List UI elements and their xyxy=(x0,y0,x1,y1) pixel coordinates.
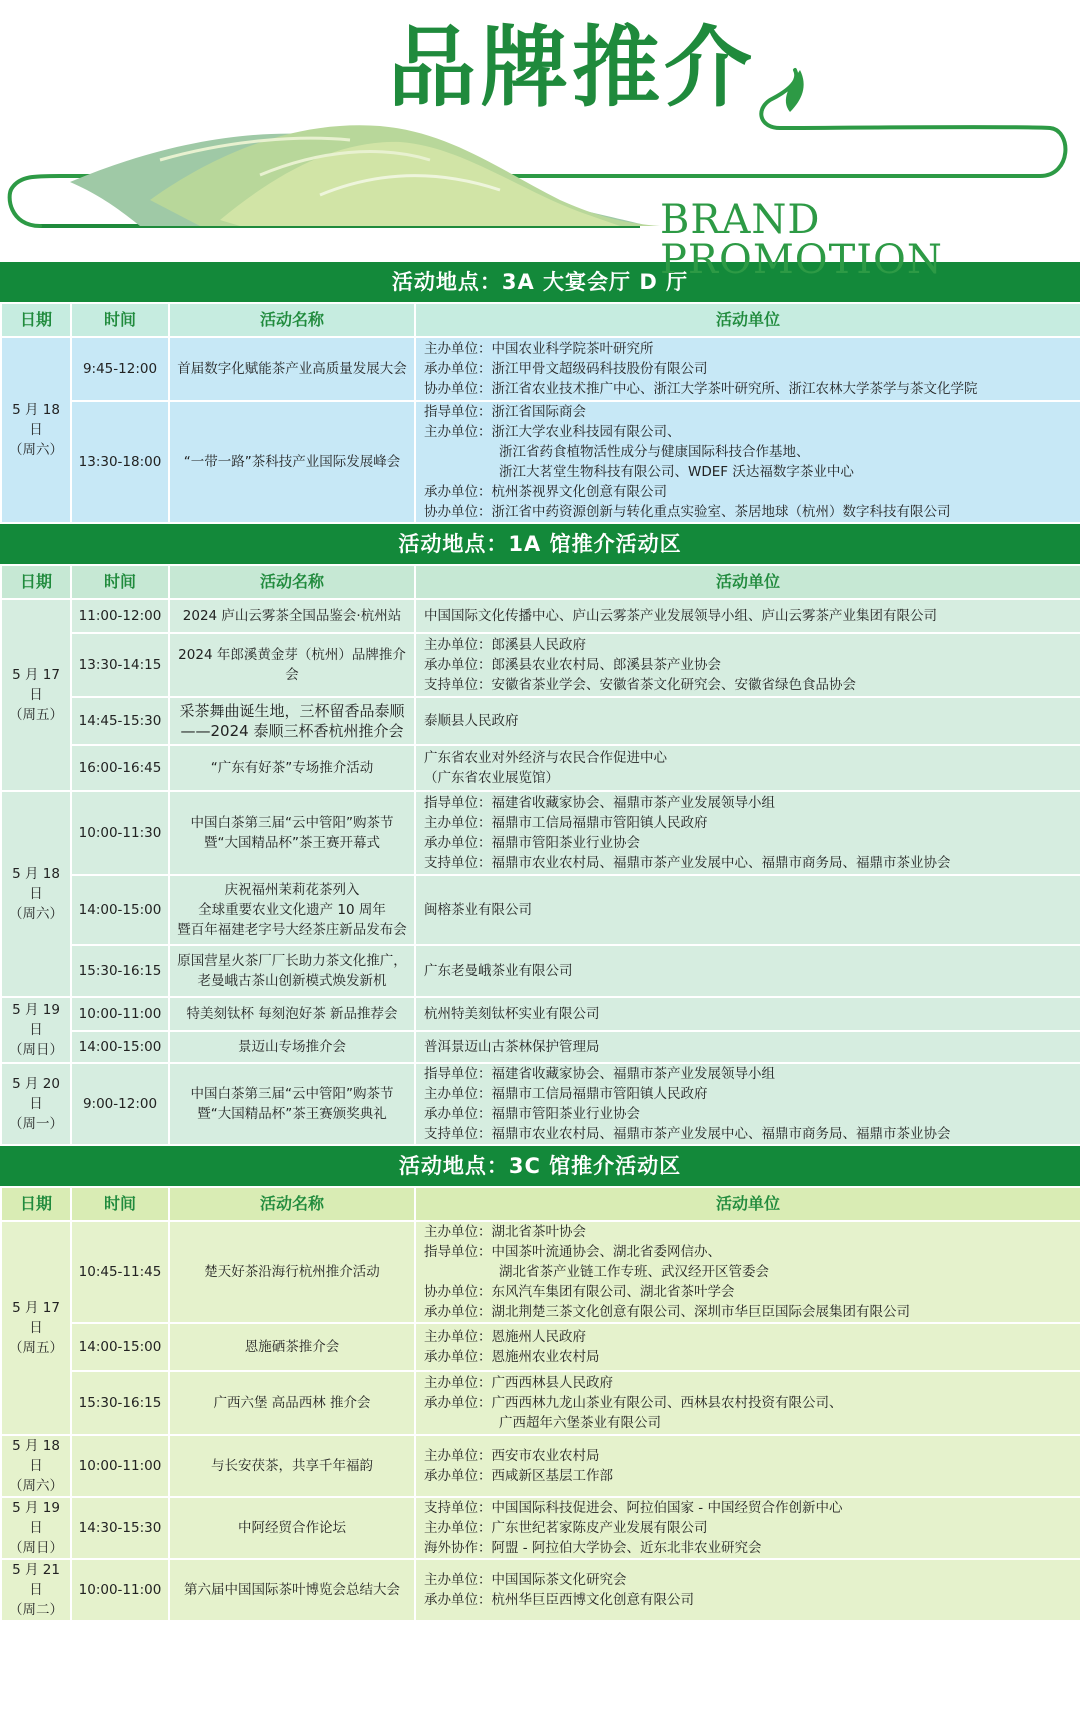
organizer-names: 杭州茶视界文化创意有限公司 xyxy=(491,484,667,500)
organizer-line xyxy=(424,1104,1074,1124)
table-row xyxy=(1,1323,1080,1371)
organizer-role: 承办单位： xyxy=(424,1468,492,1484)
table-row xyxy=(1,633,1080,697)
event-name: 庆祝福州茉莉花茶列入 全球重要农业文化遗产 10 周年 暨百年福建老字号大经茶庄新品发布会 xyxy=(169,875,415,945)
event-name: 2024 庐山云雾茶全国品鉴会·杭州站 xyxy=(169,599,415,633)
organizer-names: 杭州特美刻钛杯实业有限公司 xyxy=(424,1006,600,1022)
organizer-role: 主办单位： xyxy=(424,1329,492,1345)
event-organizers xyxy=(415,1559,1080,1621)
event-name: 原国营星火茶厂厂长助力茶文化推广， 老曼峨古茶山创新模式焕发新机 xyxy=(169,945,415,997)
event-time: 10:00-11:30 xyxy=(71,791,169,875)
event-time: 9:00-12:00 xyxy=(71,1063,169,1145)
organizer-names: 浙江省中药资源创新与转化重点实验室、茶居地球（杭州）数字科技有限公司 xyxy=(491,504,951,520)
organizer-names: 东风汽车集团有限公司、湖北省茶叶学会 xyxy=(491,1284,735,1300)
event-name: 采茶舞曲诞生地，三杯留香品泰顺 ——2024 泰顺三杯香杭州推介会 xyxy=(169,697,415,745)
organizer-names: 广西西林九龙山茶业有限公司、西林县农村投资有限公司、 xyxy=(491,1395,843,1411)
table-row xyxy=(1,697,1080,745)
event-name: 第六届中国国际茶叶博览会总结大会 xyxy=(169,1559,415,1621)
organizer-role: 主办单位： xyxy=(424,1375,492,1391)
event-organizers xyxy=(415,997,1080,1031)
table-row xyxy=(1,875,1080,945)
table-header-row xyxy=(1,303,1080,337)
organizer-names: 中国农业科学院茶叶研究所 xyxy=(491,341,654,357)
organizer-role: 支持单位： xyxy=(424,855,492,871)
organizer-names: 普洱景迈山古茶林保护管理局 xyxy=(424,1039,600,1055)
table-row xyxy=(1,1063,1080,1145)
organizer-names: 中国国际科技促进会、阿拉伯国家 - 中国经贸合作创新中心 xyxy=(491,1500,843,1516)
table-row xyxy=(1,791,1080,875)
organizer-role: 承办单位： xyxy=(424,484,492,500)
table-row xyxy=(1,745,1080,791)
organizer-line xyxy=(424,1242,1074,1262)
organizer-role: 指导单位： xyxy=(424,404,492,420)
organizer-line xyxy=(424,1084,1074,1104)
organizer-line xyxy=(424,339,1074,359)
organizer-names: 福鼎市工信局福鼎市管阳镇人民政府 xyxy=(491,1086,708,1102)
event-time: 14:00-15:00 xyxy=(71,875,169,945)
organizer-names: 湖北省茶叶协会 xyxy=(491,1224,586,1240)
schedule-table xyxy=(0,1186,1080,1622)
organizer-line xyxy=(424,1327,1074,1347)
organizer-role: 承办单位： xyxy=(424,1592,492,1608)
event-name: “一带一路”茶科技产业国际发展峰会 xyxy=(169,401,415,523)
event-name: 恩施硒茶推介会 xyxy=(169,1323,415,1371)
table-header-row xyxy=(1,1187,1080,1221)
event-name: 广西六堡 高品西林 推介会 xyxy=(169,1371,415,1435)
organizer-names: 西安市农业农村局 xyxy=(491,1448,600,1464)
table-row xyxy=(1,1497,1080,1559)
organizer-names: 浙江甲骨文超级码科技股份有限公司 xyxy=(491,361,708,377)
organizer-role: 主办单位： xyxy=(424,1448,492,1464)
event-organizers xyxy=(415,697,1080,745)
event-organizers xyxy=(415,1031,1080,1063)
organizer-role: 主办单位： xyxy=(424,1572,492,1588)
organizer-names: （广东省农业展览馆） xyxy=(424,770,559,786)
organizer-role: 协办单位： xyxy=(424,1284,492,1300)
organizer-role: 指导单位： xyxy=(424,1066,492,1082)
column-header-name: 活动名称 xyxy=(169,1187,415,1221)
event-organizers xyxy=(415,337,1080,401)
organizer-line xyxy=(424,462,1074,482)
event-time: 14:30-15:30 xyxy=(71,1497,169,1559)
organizer-line xyxy=(424,900,1074,920)
organizer-line xyxy=(424,635,1074,655)
event-date: 5 月 19 日 （周日） xyxy=(1,1497,71,1559)
event-name: “广东有好茶”专场推介活动 xyxy=(169,745,415,791)
organizer-line xyxy=(424,711,1074,731)
organizer-names: 福鼎市工信局福鼎市管阳镇人民政府 xyxy=(491,815,708,831)
organizer-line xyxy=(424,1282,1074,1302)
organizer-names: 阿盟 - 阿拉伯大学协会、近东北非农业研究会 xyxy=(491,1540,762,1556)
organizer-role: 主办单位： xyxy=(424,1224,492,1240)
organizer-role: 主办单位： xyxy=(424,637,492,653)
event-organizers xyxy=(415,1435,1080,1497)
event-organizers xyxy=(415,401,1080,523)
organizer-line xyxy=(424,853,1074,873)
event-organizers xyxy=(415,945,1080,997)
column-header-date: 日期 xyxy=(1,565,71,599)
organizer-line xyxy=(424,1590,1074,1610)
column-header-name: 活动名称 xyxy=(169,303,415,337)
section-title: 活动地点：3A 大宴会厅 D 厅 xyxy=(0,262,1080,302)
organizer-line xyxy=(424,1373,1074,1393)
organizer-names: 郎溪县人民政府 xyxy=(491,637,586,653)
event-time: 14:00-15:00 xyxy=(71,1323,169,1371)
column-header-date: 日期 xyxy=(1,303,71,337)
organizer-line xyxy=(424,1222,1074,1242)
organizer-line xyxy=(424,1004,1074,1024)
organizer-role: 协办单位： xyxy=(424,504,492,520)
column-header-org: 活动单位 xyxy=(415,1187,1080,1221)
organizer-role: 承办单位： xyxy=(424,1304,492,1320)
event-time: 14:00-15:00 xyxy=(71,1031,169,1063)
organizer-names: 恩施州农业农村局 xyxy=(491,1349,600,1365)
event-organizers xyxy=(415,1371,1080,1435)
organizer-names: 中国国际茶文化研究会 xyxy=(491,1572,627,1588)
event-date: 5 月 17 日 （周五） xyxy=(1,599,71,791)
event-date: 5 月 18 日 （周六） xyxy=(1,337,71,523)
organizer-line xyxy=(424,1518,1074,1538)
column-header-time: 时间 xyxy=(71,303,169,337)
organizer-line xyxy=(424,1413,1074,1433)
organizer-role: 支持单位： xyxy=(424,677,492,693)
organizer-role: 主办单位： xyxy=(424,1086,492,1102)
event-date: 5 月 19 日 （周日） xyxy=(1,997,71,1063)
organizer-names: 西咸新区基层工作部 xyxy=(491,1468,613,1484)
organizer-line xyxy=(424,813,1074,833)
organizer-line xyxy=(424,359,1074,379)
organizer-names: 福鼎市农业农村局、福鼎市茶产业发展中心、福鼎市商务局、福鼎市茶业协会 xyxy=(491,855,951,871)
event-time: 10:00-11:00 xyxy=(71,1435,169,1497)
organizer-line xyxy=(424,1124,1074,1144)
event-date: 5 月 21 日 （周二） xyxy=(1,1559,71,1621)
organizer-names: 广西超年六堡茶业有限公司 xyxy=(499,1415,661,1431)
organizer-line xyxy=(424,502,1074,522)
event-name: 中阿经贸合作论坛 xyxy=(169,1497,415,1559)
event-organizers xyxy=(415,633,1080,697)
organizer-names: 恩施州人民政府 xyxy=(491,1329,586,1345)
table-row xyxy=(1,1435,1080,1497)
organizer-line xyxy=(424,833,1074,853)
section-title: 活动地点：1A 馆推介活动区 xyxy=(0,524,1080,564)
table-row xyxy=(1,945,1080,997)
table-row xyxy=(1,1221,1080,1323)
column-header-org: 活动单位 xyxy=(415,303,1080,337)
organizer-line xyxy=(424,1498,1074,1518)
event-organizers xyxy=(415,1497,1080,1559)
organizer-role: 主办单位： xyxy=(424,424,492,440)
organizer-names: 安徽省茶业学会、安徽省茶文化研究会、安徽省绿色食品协会 xyxy=(491,677,856,693)
schedule-table xyxy=(0,564,1080,1146)
event-name: 中国白茶第三届“云中管阳”购茶节 暨“大国精品杯”茶王赛颁奖典礼 xyxy=(169,1063,415,1145)
event-date: 5 月 17 日 （周五） xyxy=(1,1221,71,1435)
organizer-names: 福鼎市农业农村局、福鼎市茶产业发展中心、福鼎市商务局、福鼎市茶业协会 xyxy=(491,1126,951,1142)
table-row xyxy=(1,1371,1080,1435)
organizer-names: 湖北省茶产业链工作专班、武汉经开区管委会 xyxy=(499,1264,769,1280)
organizer-names: 广东世纪茗家陈皮产业发展有限公司 xyxy=(491,1520,708,1536)
organizer-names: 湖北荆楚三茶文化创意有限公司、深圳市华巨臣国际会展集团有限公司 xyxy=(491,1304,910,1320)
column-header-org: 活动单位 xyxy=(415,565,1080,599)
organizer-names: 福鼎市管阳茶业行业协会 xyxy=(491,835,640,851)
event-name: 中国白茶第三届“云中管阳”购茶节 暨“大国精品杯”茶王赛开幕式 xyxy=(169,791,415,875)
event-organizers xyxy=(415,875,1080,945)
event-name: 首届数字化赋能茶产业高质量发展大会 xyxy=(169,337,415,401)
organizer-line xyxy=(424,379,1074,399)
event-date: 5 月 18 日 （周六） xyxy=(1,1435,71,1497)
event-name: 2024 年郎溪黄金芽（杭州）品牌推介会 xyxy=(169,633,415,697)
organizer-role: 承办单位： xyxy=(424,657,492,673)
organizer-role: 指导单位： xyxy=(424,795,492,811)
organizer-role: 支持单位： xyxy=(424,1500,492,1516)
event-date: 5 月 18 日 （周六） xyxy=(1,791,71,997)
organizer-names: 浙江大学农业科技园有限公司、 xyxy=(491,424,681,440)
column-header-time: 时间 xyxy=(71,1187,169,1221)
organizer-line xyxy=(424,1446,1074,1466)
organizer-names: 郎溪县农业农村局、郎溪县茶产业协会 xyxy=(491,657,721,673)
organizer-names: 杭州华巨臣西博文化创意有限公司 xyxy=(491,1592,694,1608)
event-organizers xyxy=(415,599,1080,633)
organizer-names: 浙江省农业技术推广中心、浙江大学茶叶研究所、浙江农林大学茶学与茶文化学院 xyxy=(491,381,978,397)
column-header-name: 活动名称 xyxy=(169,565,415,599)
organizer-line xyxy=(424,1037,1074,1057)
organizer-names: 浙江大茗堂生物科技有限公司、WDEF 沃达福数字茶业中心 xyxy=(499,464,854,480)
table-row xyxy=(1,997,1080,1031)
organizer-names: 泰顺县人民政府 xyxy=(424,713,519,729)
organizer-names: 闽榕茶业有限公司 xyxy=(424,902,532,918)
organizer-role: 承办单位： xyxy=(424,1349,492,1365)
event-name: 楚天好茶沿海行杭州推介活动 xyxy=(169,1221,415,1323)
organizer-line xyxy=(424,768,1074,788)
event-time: 11:00-12:00 xyxy=(71,599,169,633)
organizer-role: 指导单位： xyxy=(424,1244,492,1260)
organizer-line xyxy=(424,748,1074,768)
event-name: 特美刻钛杯 每刻泡好茶 新品推荐会 xyxy=(169,997,415,1031)
organizer-names: 广西西林县人民政府 xyxy=(491,1375,613,1391)
organizer-role: 海外协作： xyxy=(424,1540,492,1556)
organizer-names: 浙江省药食植物活性成分与健康国际科技合作基地、 xyxy=(499,444,810,460)
organizer-line xyxy=(424,961,1074,981)
event-time: 13:30-14:15 xyxy=(71,633,169,697)
organizer-names: 中国国际文化传播中心、庐山云雾茶产业发展领导小组、庐山云雾茶产业集团有限公司 xyxy=(424,608,937,624)
organizer-role: 承办单位： xyxy=(424,1395,492,1411)
table-header-row xyxy=(1,565,1080,599)
organizer-line xyxy=(424,1347,1074,1367)
organizer-role: 承办单位： xyxy=(424,361,492,377)
organizer-role: 支持单位： xyxy=(424,1126,492,1142)
table-row xyxy=(1,1559,1080,1621)
table-row xyxy=(1,599,1080,633)
event-date: 5 月 20 日 （周一） xyxy=(1,1063,71,1145)
organizer-names: 浙江省国际商会 xyxy=(491,404,586,420)
organizer-role: 承办单位： xyxy=(424,1106,492,1122)
organizer-line xyxy=(424,422,1074,442)
organizer-names: 广东省农业对外经济与农民合作促进中心 xyxy=(424,750,667,766)
event-organizers xyxy=(415,1323,1080,1371)
column-header-date: 日期 xyxy=(1,1187,71,1221)
event-time: 15:30-16:15 xyxy=(71,1371,169,1435)
organizer-names: 广东老曼峨茶业有限公司 xyxy=(424,963,573,979)
event-time: 13:30-18:00 xyxy=(71,401,169,523)
event-time: 15:30-16:15 xyxy=(71,945,169,997)
table-row xyxy=(1,1031,1080,1063)
event-time: 9:45-12:00 xyxy=(71,337,169,401)
organizer-line xyxy=(424,1466,1074,1486)
page-title: 品牌推介 xyxy=(388,16,757,119)
organizer-line xyxy=(424,793,1074,813)
organizer-line xyxy=(424,675,1074,695)
event-name: 与长安茯茶，共享千年福韵 xyxy=(169,1435,415,1497)
schedule-table xyxy=(0,302,1080,524)
organizer-names: 福鼎市管阳茶业行业协会 xyxy=(491,1106,640,1122)
organizer-names: 中国茶叶流通协会、湖北省委网信办、 xyxy=(491,1244,721,1260)
organizer-line xyxy=(424,1262,1074,1282)
organizer-role: 协办单位： xyxy=(424,381,492,397)
organizer-role: 主办单位： xyxy=(424,815,492,831)
organizer-role: 主办单位： xyxy=(424,1520,492,1536)
event-organizers xyxy=(415,1063,1080,1145)
column-header-time: 时间 xyxy=(71,565,169,599)
organizer-names: 福建省收藏家协会、福鼎市茶产业发展领导小组 xyxy=(491,1066,775,1082)
organizer-role: 承办单位： xyxy=(424,835,492,851)
organizer-names: 福建省收藏家协会、福鼎市茶产业发展领导小组 xyxy=(491,795,775,811)
section-title: 活动地点：3C 馆推介活动区 xyxy=(0,1146,1080,1186)
event-time: 10:00-11:00 xyxy=(71,997,169,1031)
event-organizers xyxy=(415,1221,1080,1323)
organizer-line xyxy=(424,1302,1074,1322)
organizer-line xyxy=(424,442,1074,462)
organizer-line xyxy=(424,1570,1074,1590)
organizer-line xyxy=(424,655,1074,675)
event-time: 10:45-11:45 xyxy=(71,1221,169,1323)
organizer-line xyxy=(424,606,1074,626)
organizer-role: 主办单位： xyxy=(424,341,492,357)
table-row xyxy=(1,401,1080,523)
event-time: 14:45-15:30 xyxy=(71,697,169,745)
event-organizers xyxy=(415,791,1080,875)
event-organizers xyxy=(415,745,1080,791)
table-row xyxy=(1,337,1080,401)
organizer-line xyxy=(424,1538,1074,1558)
organizer-line xyxy=(424,402,1074,422)
organizer-line xyxy=(424,482,1074,502)
event-time: 10:00-11:00 xyxy=(71,1559,169,1621)
organizer-line xyxy=(424,1393,1074,1413)
page-subtitle: BRAND PROMOTION xyxy=(660,197,943,283)
event-time: 16:00-16:45 xyxy=(71,745,169,791)
event-name: 景迈山专场推介会 xyxy=(169,1031,415,1063)
organizer-line xyxy=(424,1064,1074,1084)
schedule-sections xyxy=(0,262,1080,1622)
